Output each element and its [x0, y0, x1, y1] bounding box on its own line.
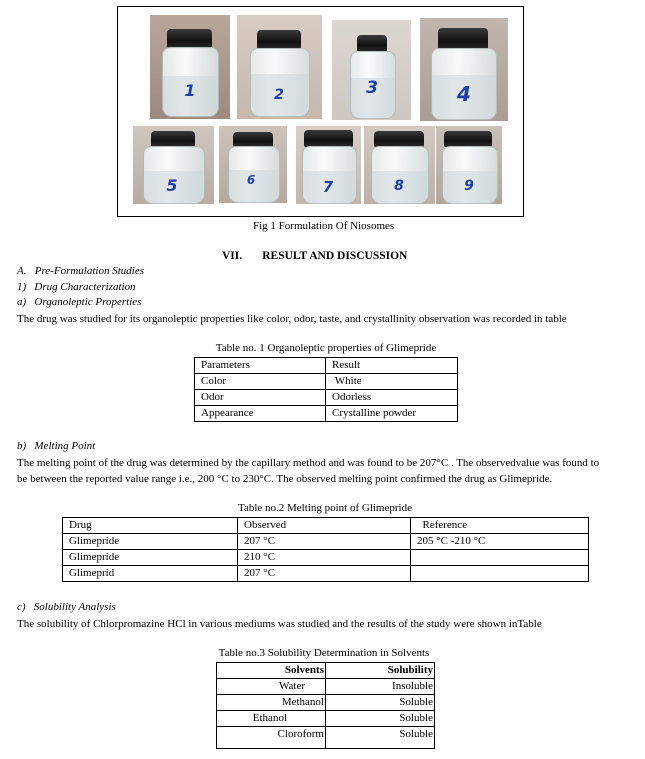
table-solubility [216, 662, 435, 749]
table-cell: Glimeprid [63, 566, 238, 582]
vial-label-4: 4 [457, 82, 471, 106]
table-cell: Appearance [195, 406, 326, 422]
table-cell: Color [195, 374, 326, 390]
table-cell: Soluble [326, 711, 435, 727]
table-header-cell: Drug [63, 518, 238, 534]
subhead-melting-point: b) Melting Point [17, 440, 96, 452]
subhead-drug-characterization: 1) Drug Characterization [17, 281, 136, 293]
table-header-cell: Solvents [217, 663, 326, 679]
vial-label-8: 8 [394, 178, 404, 194]
table-cell: Glimepride [63, 550, 238, 566]
table-cell: Odorless [326, 390, 458, 406]
vial-label-2: 2 [274, 87, 284, 103]
vial-label-9: 9 [464, 178, 474, 194]
table-row [217, 663, 435, 679]
table-header-cell: Reference [411, 518, 589, 534]
table-header-cell: Observed [238, 518, 411, 534]
vial-photo-4 [420, 18, 508, 121]
vial-label-6: 6 [246, 173, 256, 187]
subhead-organoleptic: a) Organoleptic Properties [17, 296, 142, 308]
vial-photo-9 [436, 126, 502, 204]
table-cell: 210 °C [238, 550, 411, 566]
table-row [217, 679, 435, 695]
table-row [217, 695, 435, 711]
table-row [63, 518, 589, 534]
table-row [195, 374, 458, 390]
table-header-cell: Result [326, 358, 458, 374]
table1-caption: Table no. 1 Organoleptic properties of Glimepride [215, 342, 437, 354]
table-row [217, 711, 435, 727]
table-cell: Soluble [326, 695, 435, 711]
table-cell: Soluble [326, 727, 435, 749]
table-cell: White [326, 374, 458, 390]
vial-label-3: 3 [366, 78, 378, 98]
table-row [63, 534, 589, 550]
vial-label-7: 7 [322, 178, 334, 196]
table-row [63, 550, 589, 566]
paragraph-solubility: The solubility of Chlorpromazine HCl in various mediums was studied and the results of the study were shown inTable [17, 618, 542, 630]
vial-photo-7 [296, 126, 361, 204]
vial-photo-6 [219, 126, 287, 203]
table2-caption: Table no.2 Melting point of Glimepride [238, 502, 412, 514]
table-cell: Glimepride [63, 534, 238, 550]
table-header-cell: Solubility [326, 663, 435, 679]
table-cell: Ethanol [217, 711, 326, 727]
table-cell: Odor [195, 390, 326, 406]
table-cell: 207 °C [238, 534, 411, 550]
table-melting-point [62, 517, 589, 582]
paragraph-organoleptic: The drug was studied for its organoleptic properties like color, odor, taste, and crystallinity observation was recorded in table [17, 313, 567, 325]
table-cell [411, 566, 589, 582]
vial-photo-5 [133, 126, 214, 204]
table-row [195, 390, 458, 406]
table-row [195, 358, 458, 374]
table-cell: Water [217, 679, 326, 695]
table-row [63, 566, 589, 582]
table-cell: Insoluble [326, 679, 435, 695]
table-cell: 207 °C [238, 566, 411, 582]
table-cell: Cloroform [217, 727, 326, 749]
table-row [195, 406, 458, 422]
table-cell: 205 °C -210 °C [411, 534, 589, 550]
vial-label-1: 1 [184, 81, 196, 100]
paragraph-melting-1: The melting point of the drug was determined by the capillary method and was found to be 207°C . The observedvalue was found to [17, 457, 600, 469]
table-cell [411, 550, 589, 566]
section-heading: VII. RESULT AND DISCUSSION [222, 250, 408, 262]
vial-photo-8 [364, 126, 435, 204]
table-cell: Crystalline powder [326, 406, 458, 422]
vial-photo-3 [332, 20, 411, 120]
table-row [217, 727, 435, 749]
table-organoleptic [194, 357, 458, 422]
table-cell: Methanol [217, 695, 326, 711]
vial-label-5: 5 [166, 176, 178, 195]
table3-caption: Table no.3 Solubility Determination in Solvents [218, 647, 430, 659]
vial-photo-1 [150, 15, 230, 119]
vial-photo-2 [237, 15, 322, 119]
table-header-cell: Parameters [195, 358, 326, 374]
subhead-solubility: c) Solubility Analysis [17, 601, 116, 613]
paragraph-melting-2: be between the reported value range i.e., 200 °C to 230°C. The observed melting point confirmed the drug as Glimepride. [17, 473, 553, 485]
subhead-prefomulation: A. Pre-Formulation Studies [17, 265, 144, 277]
figure-caption: Fig 1 Formulation Of Niosomes [253, 220, 395, 232]
